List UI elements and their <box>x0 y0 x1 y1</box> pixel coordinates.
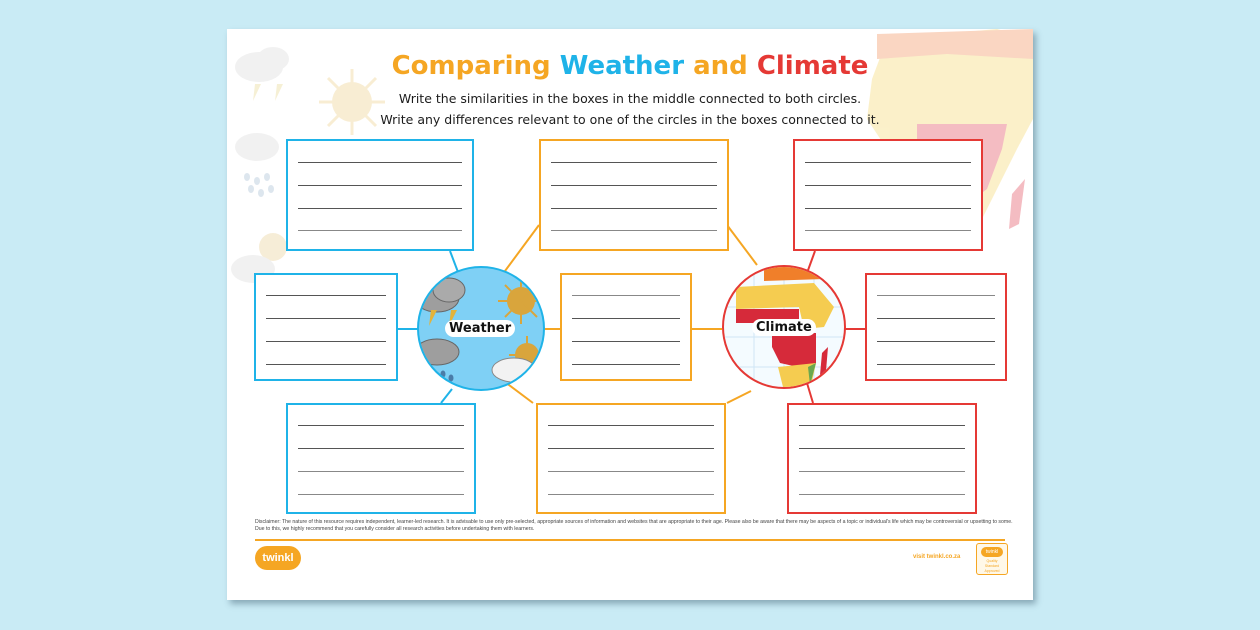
weather-circle-label: Weather <box>445 320 515 337</box>
writing-line <box>298 208 462 209</box>
writing-line <box>298 448 464 449</box>
title-word-comparing: Comparing <box>391 51 551 81</box>
weather-box-bottom[interactable] <box>286 403 476 514</box>
sun-behind-cloud-icon <box>492 336 545 382</box>
badge-text: Quality Standard Approved <box>984 559 1000 573</box>
worksheet-page <box>227 29 1033 600</box>
writing-line <box>572 364 680 365</box>
writing-line <box>799 471 965 472</box>
writing-line <box>548 494 714 495</box>
writing-line <box>799 448 965 449</box>
writing-line <box>877 295 995 296</box>
writing-line <box>298 471 464 472</box>
writing-line <box>877 364 995 365</box>
writing-line <box>548 425 714 426</box>
climate-circle <box>722 265 846 389</box>
climate-box-bottom[interactable] <box>787 403 977 514</box>
writing-line <box>298 230 462 231</box>
quality-badge <box>976 543 1008 575</box>
writing-line <box>551 208 717 209</box>
footer-divider <box>255 539 1005 541</box>
writing-line <box>551 230 717 231</box>
writing-line <box>266 295 386 296</box>
writing-line <box>548 448 714 449</box>
similarities-box-middle[interactable] <box>560 273 692 381</box>
badge-brand: twinkl <box>981 547 1003 557</box>
writing-line <box>805 230 971 231</box>
writing-line <box>805 208 971 209</box>
writing-line <box>551 162 717 163</box>
instruction-similarities: Write the similarities in the boxes in the middle connected to both circles. <box>398 91 862 106</box>
writing-line <box>805 162 971 163</box>
disclaimer-text: Disclaimer: The nature of this resource requires independent, learner-led research. It is advisable to use only pre-selected, appropriate sources of information and websites that are appropriate to their age. Please also be aware that there may be aspects of a topic or individual's life which may be controversial or upsetting to some. Due to this, we highly recommend that you carefully consider all research activities before undertaking them with learners. <box>255 519 1013 532</box>
similarities-box-bottom[interactable] <box>536 403 726 514</box>
twinkl-logo: twinkl <box>255 546 301 570</box>
weather-circle <box>417 266 545 391</box>
weather-box-top[interactable] <box>286 139 474 251</box>
writing-line <box>298 494 464 495</box>
writing-line <box>551 185 717 186</box>
climate-box-right[interactable] <box>865 273 1007 381</box>
sun-icon <box>498 278 544 324</box>
writing-line <box>548 471 714 472</box>
storm-cloud-icon <box>419 278 465 326</box>
writing-line <box>572 341 680 342</box>
writing-line <box>877 341 995 342</box>
writing-line <box>298 185 462 186</box>
writing-line <box>266 364 386 365</box>
title-word-and: and <box>693 51 748 81</box>
writing-line <box>805 185 971 186</box>
similarities-box-top[interactable] <box>539 139 729 251</box>
rain-cloud-icon <box>419 339 459 390</box>
writing-line <box>266 341 386 342</box>
writing-line <box>266 318 386 319</box>
title-word-weather: Weather <box>559 51 685 81</box>
weather-box-left[interactable] <box>254 273 398 381</box>
climate-box-top[interactable] <box>793 139 983 251</box>
writing-line <box>298 162 462 163</box>
climate-circle-label: Climate <box>752 319 816 336</box>
writing-line <box>298 425 464 426</box>
website-link[interactable]: visit twinkl.co.za <box>913 554 961 560</box>
instruction-differences: Write any differences relevant to one of the circles in the boxes connected to it. <box>380 112 880 127</box>
writing-line <box>799 425 965 426</box>
title-word-climate: Climate <box>756 51 869 81</box>
writing-line <box>799 494 965 495</box>
writing-line <box>877 318 995 319</box>
writing-line <box>572 295 680 296</box>
writing-line <box>572 318 680 319</box>
